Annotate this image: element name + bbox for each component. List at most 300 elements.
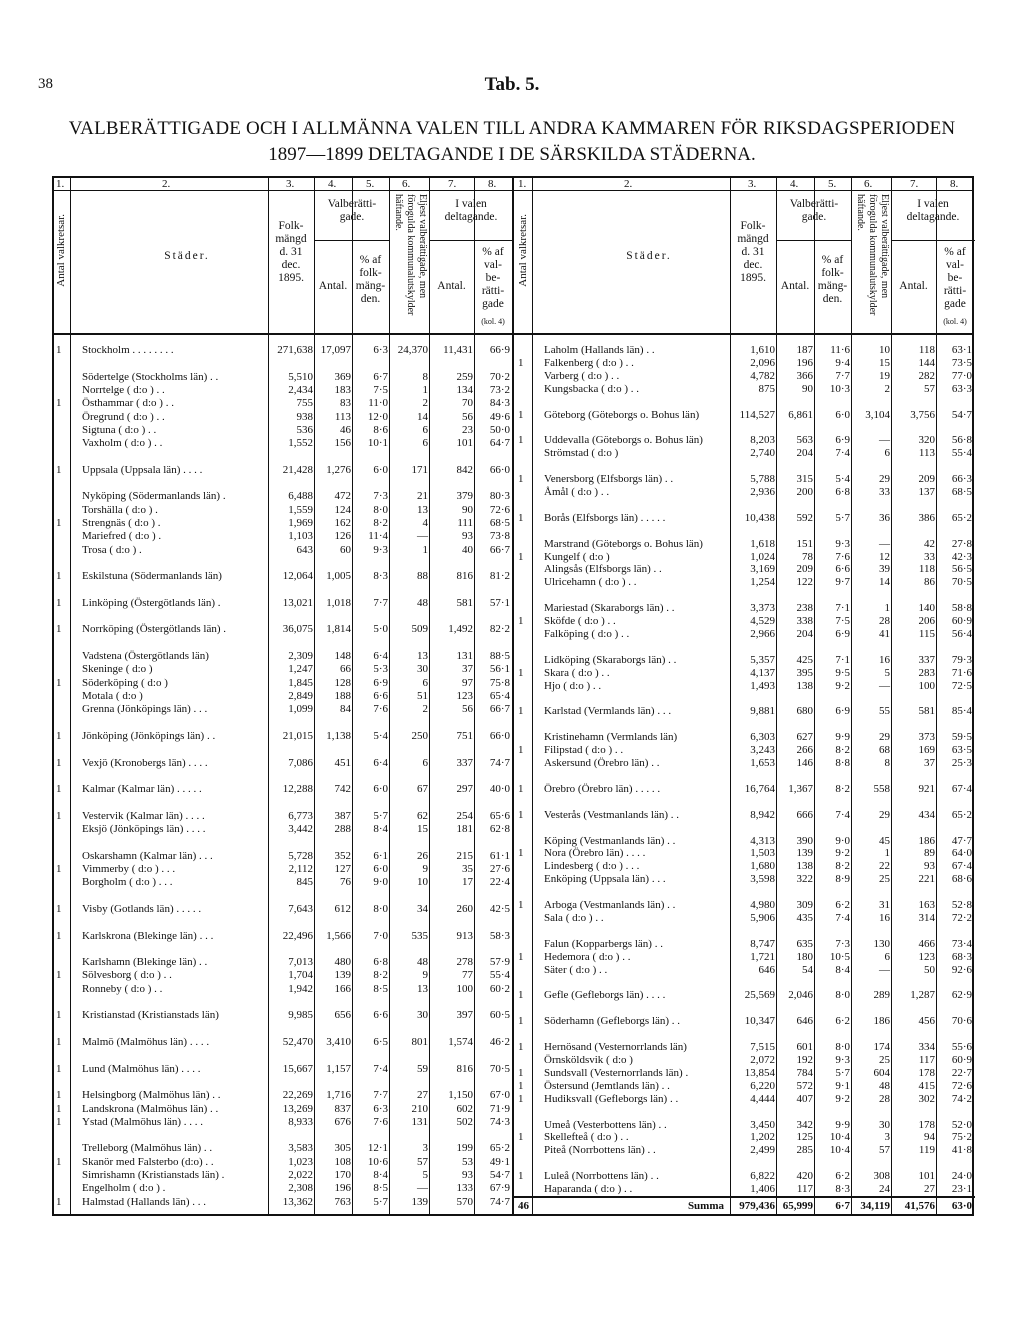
deltagande-cell: 57 [924,382,935,395]
pct-folk-cell: 9·7 [835,576,850,589]
valberattigade-cell: 113 [334,410,351,423]
city-cell: Mariefred ( d:o ) . [82,530,162,543]
pct-valber-cell: 59·5 [951,731,972,744]
valkretsar-cell: 1 [56,517,62,529]
pct-valber-cell: 84·3 [489,397,510,410]
folkmangd-cell: 3,450 [750,1118,775,1131]
deltagande-cell: 86 [924,576,935,589]
pct-folk-cell: 8·2 [835,782,850,795]
eljest-cell: 29 [879,731,890,744]
pct-valber-cell: 58·3 [489,929,510,942]
city-cell: Grenna (Jönköpings län) . . . [82,703,208,716]
city-cell: Skeninge ( d:o ) [82,663,153,676]
pct-folk-cell: 8·9 [835,873,850,886]
folkmangd-cell: 6,303 [750,731,775,744]
pct-valber-cell: 27·8 [951,537,972,550]
table-row [514,538,975,551]
pct-folk-cell: 10·4 [829,1144,850,1157]
i-valen-header: I valen deltagande. [906,198,960,223]
column-number: 7. [448,178,457,190]
city-cell: Örebro (Örebro län) . . . . . [544,782,661,795]
pct-folk-cell: 7·7 [373,596,388,609]
deltagande-cell: 1,574 [448,1036,473,1048]
eljest-cell: 131 [411,1115,428,1128]
valkretsar-cell: 1 [56,596,62,609]
deltagande-cell: 90 [462,503,473,516]
folkmangd-cell: 12,288 [282,783,313,796]
eljest-cell: 31 [879,899,890,912]
table-row [514,847,975,860]
table-row [52,357,513,370]
table-number: Tab. 5. [484,74,540,95]
folkmangd-cell: 2,499 [750,1144,775,1157]
valberattigade-cell: 148 [334,650,351,663]
table-row [52,850,513,863]
pct-valber-cell: 60·2 [489,982,510,995]
pct-valber-cell: 41·8 [951,1144,972,1157]
statistics-table [52,176,974,1216]
table-row [514,1028,975,1041]
valberattigade-cell: 90 [802,382,813,395]
deltagande-cell: 169 [918,744,935,757]
pct-valber-cell: 65·6 [489,809,510,822]
pct-valber-cell: 75·2 [951,1131,972,1144]
folkmangd-cell: 3,442 [288,823,313,836]
eljest-cell: — [417,530,428,543]
valkretsar-cell: 1 [518,1131,524,1144]
folkmangd-cell: 1,024 [750,550,775,563]
valberattigade-cell: 122 [796,576,813,589]
city-cell: Uppsala (Uppsala län) . . . . [82,463,203,476]
deltagande-cell: 131 [456,650,473,663]
antal-valkretsar-header: Antal valkretsar. [517,214,529,287]
folkmangd-cell: 875 [758,382,775,395]
valberattigade-cell: 338 [796,615,813,628]
table-row [514,473,975,486]
table-row [514,589,975,602]
valkretsar-cell: 1 [56,344,62,356]
pct-folk-cell: 6·6 [373,1009,388,1022]
city-cell: Hernösand (Vesternorrlands län) [544,1041,687,1054]
deltagande-cell: 320 [918,434,935,447]
deltagande-cell: 466 [918,937,935,950]
valkretsar-cell: 1 [518,989,524,1002]
valkretsar-cell: 1 [518,511,524,524]
folkmangd-cell: 2,308 [288,1182,313,1195]
valberattigade-cell: 425 [796,653,813,666]
valberattigade-cell: 166 [334,982,351,995]
eljest-cell: 9 [422,863,428,875]
city-cell: Enköping (Uppsala län) . . . [544,873,666,886]
city-cell: Skara ( d:o ) . . [544,666,610,679]
folkmangd-cell: 10,438 [744,511,775,524]
table-row [514,757,975,770]
eljest-cell: 1 [422,383,428,396]
deltagande-cell: 581 [918,705,935,718]
pct-valber-cell: 66·0 [489,463,510,476]
table-row [514,809,975,822]
pct-folk-cell: 6·8 [835,486,850,498]
deltagande-cell: 397 [456,1009,473,1022]
table-row [52,450,513,463]
summa-pct-valber: 63·0 [951,1200,972,1212]
table-row [52,1116,513,1129]
city-cell: Eskilstuna (Södermanlands län) [82,570,222,583]
eljest-cell: 33 [879,486,890,498]
valkretsar-cell: 1 [56,756,62,769]
pct-valber-header: % af val- be- rätti- gade [481,246,505,310]
folkmangd-cell: 4,782 [750,369,775,382]
valkretsar-cell: 1 [56,783,62,796]
city-cell: Halmstad (Hallands län) . . . [82,1195,207,1208]
valberattigade-cell: 601 [796,1041,813,1054]
summa-valberattigade: 65,999 [782,1200,813,1212]
city-cell: Kungelf ( d:o ) [544,550,610,563]
pct-valber-cell: 42·5 [489,902,510,915]
table-row [514,641,975,654]
pct-folk-cell: 7·3 [373,490,388,503]
pct-valber-cell: 74·3 [489,1115,510,1128]
eljest-cell: 5 [884,666,890,679]
column-number: 5. [828,178,837,190]
valberattigade-cell: 563 [796,434,813,447]
table-row [52,1182,513,1195]
eljest-cell: 51 [417,690,428,702]
eljest-cell: 68 [879,744,890,757]
table-row [514,873,975,886]
folkmangd-cell: 536 [296,423,313,436]
table-row [52,490,513,503]
eljest-cell: 48 [417,596,428,609]
pct-valber-cell: 57·1 [489,596,510,609]
table-row [52,996,513,1009]
pct-valber-cell: 24·0 [951,1170,972,1183]
deltagande-cell: 134 [456,383,473,396]
table-row [52,1076,513,1089]
table-right-half [514,176,975,1216]
eljest-cell: 62 [417,809,428,822]
valkretsar-cell: 1 [56,729,62,742]
eljest-cell: 10 [417,876,428,889]
table-row [52,1129,513,1142]
table-row [52,637,513,650]
valberattigade-cell: 309 [796,899,813,912]
deltagande-cell: 502 [456,1115,473,1128]
city-cell: Karlskrona (Blekinge län) . . . [82,929,214,942]
table-row [514,421,975,434]
valkretsar-cell: 1 [518,1170,524,1183]
city-cell: Hedemora ( d:o ) . . [544,950,631,963]
valberattigade-cell: 369 [334,370,351,383]
deltagande-cell: 117 [918,1054,935,1066]
valberattigade-cell: 139 [334,969,351,982]
valberattigade-cell: 6,861 [788,408,813,421]
table-row [52,1063,513,1076]
eljest-cell: — [417,1182,428,1195]
city-cell: Norrtelge ( d:o ) . . [82,383,165,396]
table-row [514,938,975,951]
pct-folk-cell: 7·1 [835,602,850,615]
folkmangd-cell: 3,373 [750,602,775,615]
table-row [514,1080,975,1093]
pct-valber-cell: 62·8 [489,823,510,836]
valberattigade-cell: 1,138 [326,729,351,742]
folkmangd-cell: 12,064 [282,570,313,583]
pct-valber-cell: 73·8 [489,530,510,543]
deltagande-cell: 11,431 [443,344,473,356]
valberattigade-cell: 170 [334,1169,351,1182]
city-cell: Visby (Gotlands län) . . . . . [82,902,202,915]
table-row [52,943,513,956]
summa-valkretsar: 46 [518,1200,529,1212]
deltagande-cell: 186 [918,834,935,847]
pct-valber-cell: 67·4 [951,782,972,795]
folkmangd-cell: 7,515 [750,1041,775,1054]
pct-valber-cell: 72·2 [951,912,972,924]
i-valen-header: I valen deltagande. [444,198,498,223]
pct-folk-cell: 7·7 [373,1089,388,1102]
city-cell: Filipstad ( d:o ) . . [544,744,624,757]
pct-valber-cell: 70·6 [951,1015,972,1028]
folkmangd-cell: 13,362 [282,1195,313,1208]
valberattigade-cell: 366 [796,369,813,382]
city-cell: Askersund (Örebro län) . . [544,757,660,770]
table-row [514,499,975,512]
eljest-cell: 28 [879,615,890,628]
valberattigade-cell: 472 [334,490,351,503]
pct-folk-cell: 6·6 [373,690,388,702]
pct-folk-cell: 6·0 [835,408,850,421]
pct-valber-cell: 25·3 [951,757,972,770]
table-row [52,424,513,437]
summa-row [514,1200,975,1213]
valkretsar-cell: 1 [518,782,524,795]
eljest-cell: 308 [873,1170,890,1183]
deltagande-cell: 118 [918,344,935,356]
eljest-cell: 48 [879,1079,890,1092]
valberattigade-cell: 1,276 [326,463,351,476]
table-title: VALBERÄTTIGADE OCH I ALLMÄNNA VALEN TILL ANDRA KAMMAREN FÖR RIKSDAGSPERIODEN [68,118,956,139]
pct-folk-cell: 6·0 [373,783,388,796]
city-cell: Vaxholm ( d:o ) . . [82,437,163,450]
deltagande-cell: 434 [918,808,935,821]
valberattigade-cell: 204 [796,628,813,640]
city-cell: Strengnäs ( d:o ) . [82,517,161,529]
city-cell: Motala ( d:o ) [82,690,143,702]
table-row [514,512,975,525]
deltagande-cell: 140 [918,602,935,615]
pct-valber-cell: 55·6 [951,1041,972,1054]
table-row [52,1156,513,1169]
pct-valber-cell: 73·4 [951,937,972,950]
pct-valber-cell: 66·3 [951,473,972,486]
eljest-cell: — [879,963,890,976]
deltagande-cell: 70 [462,397,473,410]
table-row [52,371,513,384]
pct-folk-cell: 5·7 [373,809,388,822]
city-cell: Köping (Vestmanlands län) . . [544,834,676,847]
valberattigade-cell: 138 [796,679,813,692]
city-cell: Ystad (Malmöhus län) . . . . [82,1115,203,1128]
stader-header: Städer. [164,250,210,262]
table-row [52,1023,513,1036]
pct-valber-cell: 67·4 [951,860,972,873]
folkmangd-cell: 52,470 [282,1036,313,1048]
city-cell: Falköping ( d:o ) . . [544,628,630,640]
pct-valber-cell: 79·3 [951,653,972,666]
valkretsar-cell: 1 [56,1036,62,1048]
pct-folk-cell: 9·2 [835,847,850,860]
table-row [52,876,513,889]
city-cell: Vestervik (Kalmar län) . . . . [82,809,205,822]
pct-folk-cell: 8·3 [373,570,388,583]
folkmangd-cell: 3,583 [288,1142,313,1155]
deltagande-cell: 37 [462,663,473,676]
column-number: 1. [518,178,527,190]
pct-folk-cell: 9·9 [835,731,850,744]
pct-folk-cell: 8·2 [373,969,388,982]
folkmangd-cell: 2,434 [288,383,313,396]
deltagande-cell: 100 [456,982,473,995]
eljest-cell: 45 [879,834,890,847]
pct-valber-cell: 63·3 [951,382,972,395]
deltagande-cell: 260 [456,902,473,915]
pct-valber-cell: 80·3 [489,490,510,503]
table-row [514,1170,975,1183]
deltagande-cell: 199 [456,1142,473,1155]
summa-label: Summa [687,1200,724,1212]
deltagande-cell: 35 [462,863,473,875]
city-cell: Hudiksvall (Gefleborgs län) . . [544,1092,679,1105]
pct-valber-cell: 55·4 [951,447,972,460]
valberattigade-cell: 2,046 [788,989,813,1002]
city-cell: Lindesberg ( d:o ) . . . [544,860,640,873]
table-row [52,730,513,743]
city-cell: Skellefteå ( d:o ) . . [544,1131,629,1144]
pct-folk-cell: 10·6 [367,1155,388,1168]
eljest-cell: 36 [879,511,890,524]
summa-folkmangd: 979,436 [739,1200,775,1212]
folkmangd-cell: 1,721 [750,950,775,963]
valkretsar-cell: 1 [56,863,62,875]
table-row [514,1054,975,1067]
valberattigade-cell: 395 [796,666,813,679]
valberattigade-cell: 17,097 [320,344,351,356]
table-row [514,796,975,809]
folkmangd-cell: 1,969 [288,517,313,529]
folkmangd-cell: 1,503 [750,847,775,860]
valberattigade-cell: 742 [334,783,351,796]
table-row [514,1093,975,1106]
folkmangd-header: Folk- mängd d. 31 dec. 1895. [275,220,307,284]
pct-valber-cell: 27·6 [489,863,510,875]
pct-valber-cell: 75·8 [489,676,510,689]
eljest-cell: 26 [417,849,428,862]
valberattigade-cell: 784 [796,1066,813,1079]
eljest-cell: 88 [417,570,428,583]
eljest-cell: 15 [417,823,428,836]
kol4-note: (kol. 4) [943,317,967,326]
city-cell: Eksjö (Jönköpings län) . . . . [82,823,206,836]
eljest-cell: 48 [417,956,428,969]
city-cell: Malmö (Malmöhus län) . . . . [82,1036,210,1048]
deltagande-cell: 215 [456,849,473,862]
column-number: 5. [366,178,375,190]
eljest-cell: 6 [422,423,428,436]
pct-folk-cell: 11·4 [368,530,388,543]
deltagande-cell: 751 [456,729,473,742]
eljest-cell: 171 [411,463,428,476]
deltagande-cell: 3,756 [910,408,935,421]
pct-folk-cell: 6·5 [373,1036,388,1048]
antal-header: Antal. [780,280,810,292]
deltagande-cell: 137 [918,486,935,498]
valberattigade-cell: 288 [334,823,351,836]
kol4-note: (kol. 4) [481,317,505,326]
deltagande-cell: 42 [924,537,935,550]
eljest-cell: 25 [879,1054,890,1066]
valberattigade-cell: 156 [334,437,351,450]
deltagande-cell: 456 [918,1015,935,1028]
pct-valber-cell: 58·8 [951,602,972,615]
folkmangd-cell: 1,552 [288,437,313,450]
valkretsar-cell: 1 [518,356,524,369]
table-row [514,705,975,718]
deltagande-cell: 23 [462,423,473,436]
valberattigade-cell: 646 [796,1015,813,1028]
table-row [514,628,975,641]
city-cell: Sköfde ( d:o ) . . [544,615,616,628]
summa-eljest: 34,119 [860,1200,890,1212]
eljest-cell: 59 [417,1062,428,1075]
city-cell: Östersund (Jemtlands län) . . [544,1079,670,1092]
pct-folk-cell: 6·3 [373,344,388,356]
folkmangd-cell: 5,510 [288,370,313,383]
valkretsar-cell: 1 [518,408,524,421]
deltagande-cell: 93 [924,860,935,873]
eljest-cell: 174 [873,1041,890,1054]
eljest-cell: 210 [411,1102,428,1115]
deltagande-cell: 178 [918,1066,935,1079]
pct-folk-cell: 10·4 [829,1131,850,1144]
pct-folk-cell: 6·6 [835,563,850,576]
deltagande-cell: 337 [918,653,935,666]
table-row [514,602,975,615]
table-row [514,744,975,757]
city-cell: Borgholm ( d:o ) . . . [82,876,173,889]
pct-valber-cell: 56·8 [951,434,972,447]
city-cell: Piteå (Norrbottens län) . . [544,1144,656,1157]
valberattigade-cell: 196 [796,356,813,369]
folkmangd-cell: 9,985 [288,1009,313,1022]
city-cell: Laholm (Hallands län) . . [544,344,655,356]
folkmangd-cell: 1,942 [288,982,313,995]
table-row [514,822,975,835]
city-cell: Trelleborg (Malmöhus län) . . [82,1142,213,1155]
eljest-cell: 30 [879,1118,890,1131]
eljest-cell: 16 [879,912,890,924]
eljest-cell: 34 [417,902,428,915]
city-cell: Umeå (Vesterbottens län) . . [544,1118,667,1131]
valkretsar-cell: 1 [518,615,524,628]
eljest-cell: — [879,434,890,447]
folkmangd-cell: 1,202 [750,1131,775,1144]
valkretsar-cell: 1 [56,1062,62,1075]
folkmangd-cell: 15,667 [282,1062,313,1075]
folkmangd-cell: 5,357 [750,653,775,666]
deltagande-cell: 379 [456,490,473,503]
eljest-cell: 2 [422,703,428,716]
